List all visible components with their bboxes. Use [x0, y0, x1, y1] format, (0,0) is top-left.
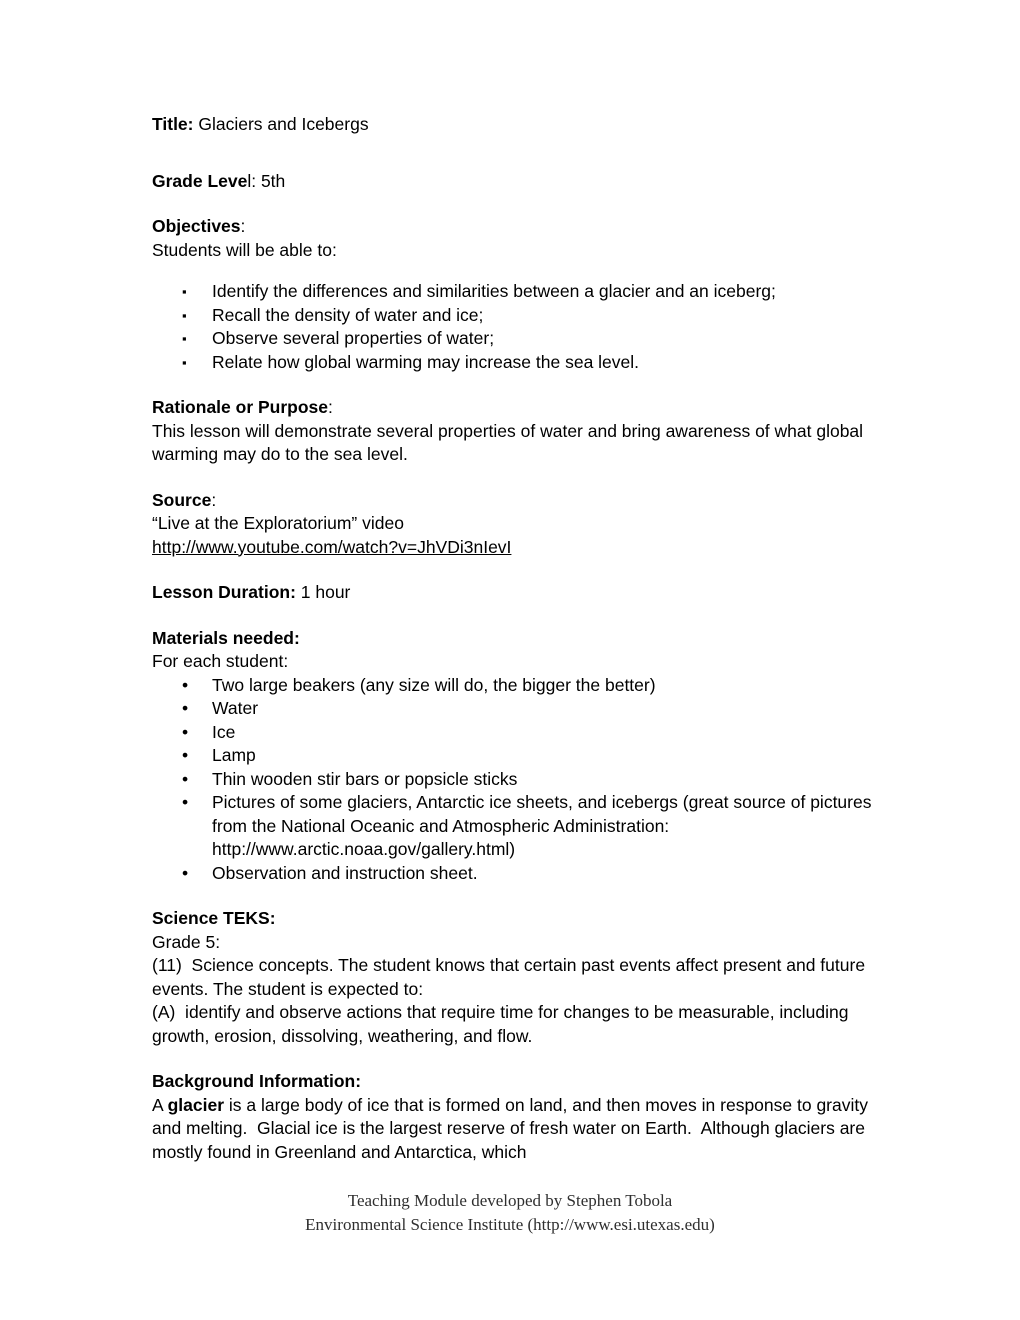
list-item [152, 862, 878, 886]
section-heading-objectives [152, 215, 878, 239]
section-heading-teks [152, 907, 878, 931]
objectives-intro: Students will be able to: [152, 239, 337, 260]
grade-level-line [152, 170, 878, 194]
title-text: Glaciers and Icebergs [193, 114, 369, 134]
teks-expectation: (A) identify and observe actions that require time for changes to be measurable, including growth, erosion, dissolving, weathering, and flow. [152, 1002, 854, 1046]
list-item [152, 697, 878, 721]
duration-text: 1 hour [295, 582, 351, 602]
teks-label: Science TEKS: [152, 908, 276, 928]
objectives-colon: : [240, 216, 246, 236]
list-item-text: Water [212, 698, 259, 718]
list-item-text: Recall the density of water and ice; [212, 304, 484, 325]
list-item-text: Thin wooden stir bars or popsicle sticks [212, 768, 518, 789]
list-item [152, 351, 878, 375]
materials-label: Materials needed: [152, 627, 300, 648]
square-bullet-icon: ▪ [182, 307, 187, 323]
background-paragraph [152, 1094, 878, 1165]
list-item-text: Relate how global warming may increase the sea level. [212, 351, 640, 372]
round-bullet-icon: • [182, 862, 189, 883]
source-colon: : [211, 489, 217, 510]
list-item [152, 721, 878, 745]
section-heading-rationale [152, 396, 878, 420]
round-bullet-icon: • [182, 792, 189, 812]
rationale-label: Rationale or Purpose [152, 397, 329, 417]
list-item-text: Identify the differences and similarities between a glacier and an iceberg; [212, 281, 776, 301]
page-footer [0, 1189, 1020, 1237]
background-text-pre: A [152, 1094, 168, 1115]
teks-concept: (11) Science concepts. The student knows that certain past events affect present and future events. The student is expected to: [152, 955, 870, 999]
round-bullet-icon: • [182, 768, 189, 789]
round-bullet-icon: • [182, 721, 189, 742]
duration-label: Lesson Duration: [152, 582, 296, 602]
list-item [152, 744, 878, 768]
round-bullet-icon: • [182, 674, 189, 695]
materials-list [152, 674, 878, 886]
list-item [152, 304, 878, 328]
section-heading-source [152, 489, 878, 513]
materials-intro: For each student: [152, 651, 289, 671]
grade-text: l: 5th [247, 170, 286, 191]
document-body [152, 113, 878, 1164]
square-bullet-icon: ▪ [182, 284, 187, 299]
round-bullet-icon: • [182, 745, 189, 765]
title-line [152, 113, 878, 137]
grade-label: Grade Leve [152, 170, 248, 191]
section-heading-materials [152, 627, 878, 651]
source-video-title: “Live at the Exploratorium” video [152, 513, 404, 533]
background-text-post: is a large body of ice that is formed on land, and then moves in response to gravity and melting. Glacial ice is the largest reserve of fresh water on Earth. Although glaciers are mostly found in Greenland and Antarctica, which [152, 1094, 873, 1162]
footer-line2: Environmental Science Institute (http://www.esi.utexas.edu) [305, 1215, 715, 1234]
square-bullet-icon: ▪ [182, 354, 187, 370]
teks-grade: Grade 5: [152, 931, 221, 952]
round-bullet-icon: • [182, 698, 189, 718]
footer-line1: Teaching Module developed by Stephen Tobola [347, 1191, 673, 1210]
square-bullet-icon: ▪ [182, 331, 187, 346]
list-item [152, 674, 878, 698]
list-item-text: Ice [212, 721, 236, 742]
section-heading-background [152, 1070, 878, 1094]
objectives-label: Objectives [152, 216, 241, 236]
objectives-list [152, 280, 878, 374]
source-link-line [152, 536, 878, 560]
list-item [152, 280, 878, 304]
rationale-colon: : [328, 397, 333, 417]
list-item-text: Observation and instruction sheet. [212, 862, 478, 883]
title-label: Title: [152, 114, 194, 134]
list-item-text: Observe several properties of water; [212, 328, 495, 348]
list-item [152, 327, 878, 351]
rationale-text: This lesson will demonstrate several properties of water and bring awareness of what global warming may do to the sea level. [152, 420, 868, 464]
background-label: Background Information: [152, 1071, 362, 1091]
background-bold-word: glacier [167, 1094, 225, 1115]
youtube-link[interactable]: http://www.youtube.com/watch?v=JhVDi3nIevI [152, 536, 512, 557]
source-label: Source [152, 489, 212, 510]
lesson-duration-line [152, 581, 878, 605]
list-item-text: Two large beakers (any size will do, the bigger the better) [212, 674, 656, 695]
list-item [152, 768, 878, 792]
list-item [152, 791, 878, 862]
list-item-text: Pictures of some glaciers, Antarctic ice sheets, and icebergs (great source of pictures from the National Oceanic and Atmospheric Administration: http://www.arctic.noaa.gov/gallery.html) [212, 792, 877, 859]
list-item-text: Lamp [212, 745, 256, 765]
